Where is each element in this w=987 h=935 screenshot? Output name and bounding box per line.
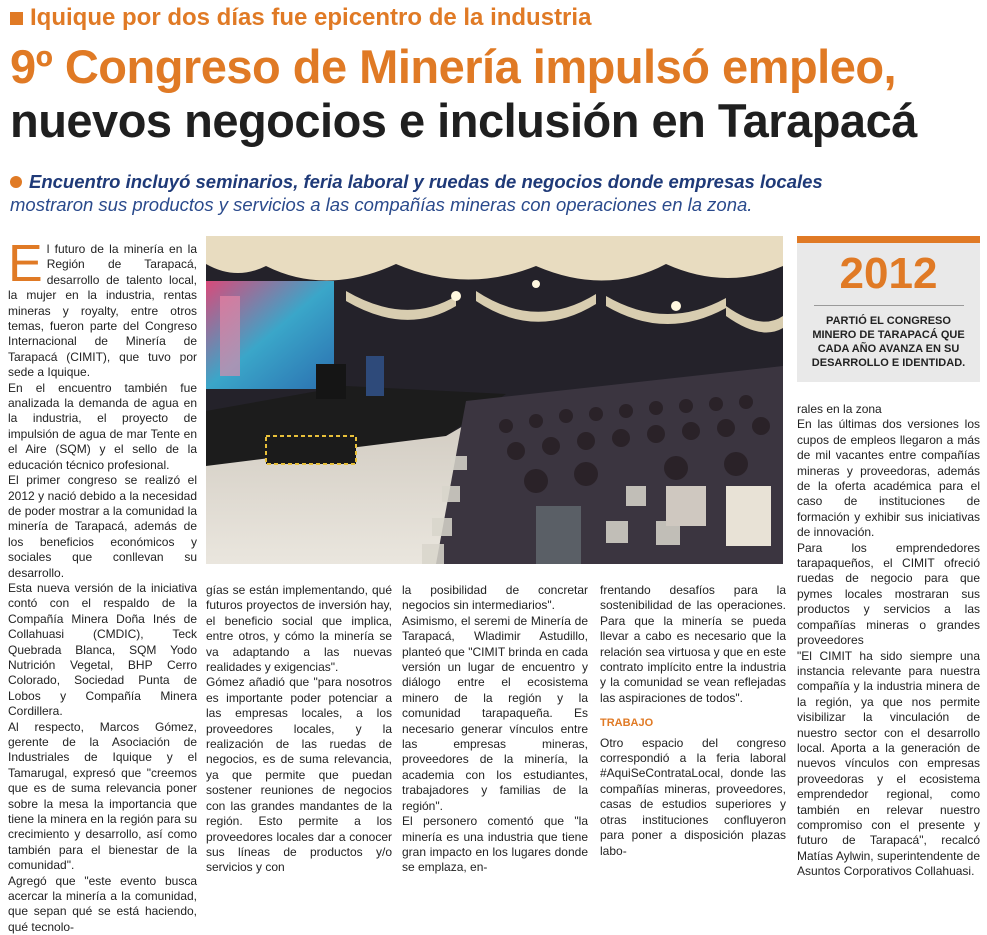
paragraph: En las últimas dos versiones los cupos de empleos llegaron a más de mil vacantes entre compañías mineras y proveedoras, además de la oferta académica para el caso de instituciones de formación y exhibir sus iniciativas de innovación. <box>797 417 980 540</box>
congress-auditorium-photo <box>206 236 783 564</box>
factbox-year: 2012 <box>839 249 938 298</box>
paragraph: gías se están implementando, qué futuros proyectos de inversión hay, el beneficio social que implica, entre otros, y cómo la minería se va adaptando a las nuevas realidades y exigencias". <box>206 583 392 675</box>
body-column-5 <box>797 402 980 880</box>
deck <box>10 170 980 216</box>
paragraph: Gómez añadió que "para nosotros es importante poder potenciar a las empresas locales, a los proveedores locales, y la realización de las ruedas de negocios, es de suma relevancia, ya que permite que puedan sostener reuniones de negocios con las grandes mandantes de la región. Esto permite a los proveedores locales dar a conocer sus líneas de productos y/o servicios y con <box>206 675 392 875</box>
kicker-square-icon <box>10 12 23 25</box>
body-column-4 <box>600 583 786 859</box>
headline-line-2: nuevos negocios e inclusión en Tarapacá <box>10 94 917 147</box>
body-column-2 <box>206 583 392 876</box>
paragraph: El primer congreso se realizó el 2012 y nació debido a la necesidad de poder mostrar a la comunidad la minería de Tarapacá, además de los beneficios económicos y sociales que conllevan su desarrollo. <box>8 473 197 580</box>
paragraph: Al respecto, Marcos Gómez, gerente de la Asociación de Industriales de Iquique y el Tamarugal, expresó que "creemos que es de suma relevancia poner sobre la mesa la importancia que tiene la minera en la región para su crecimiento y desarrollo, así como también para el bienestar de la comunidad". <box>8 719 197 873</box>
body-column-3 <box>402 583 588 876</box>
body-column-1 <box>8 235 197 935</box>
kicker-text: Iquique por dos días fue epicentro de la industria <box>30 4 592 31</box>
paragraph <box>8 235 197 381</box>
paragraph: frentando desafíos para la sostenibilidad de las operaciones. Para que la minería se pueda llevar a cabo es necesario que la relación sea virtuosa y que en este contrato implícito entre la industria y la comunidad se vean reflejadas las aspiraciones de todos". <box>600 583 786 705</box>
headline <box>10 40 980 148</box>
bullet-dot-icon <box>10 176 22 188</box>
paragraph-text: l futuro de la minería en la Región de Tarapacá, desarrollo de talento local, la mujer en la industria, rentas mineras y royalty, entre otros temas, fueron parte del Congreso Internacional de Minería de Tarapacá (CIMIT), que tuvo por sede a Iquique. <box>8 242 197 380</box>
paragraph: Para los emprendedores tarapaqueños, el CIMIT ofreció ruedas de negocio para que pymes locales mostraran sus productos y servicios a las compañías mineras o grandes proveedores <box>797 540 980 648</box>
paragraph: El personero comentó que "la minería es una industria que tiene gran impacto en los lugares donde se emplaza, en- <box>402 814 588 875</box>
paragraph: la posibilidad de concretar negocios sin intermediarios". <box>402 583 588 613</box>
paragraph: Otro espacio del congreso correspondió a la feria laboral #AquiSeContrataLocal, donde las compañías mineras, proveedores, casas de estudios superiores y otras instituciones confluyeron para poner a disposición plazas labo- <box>600 735 786 858</box>
paragraph: Esta nueva versión de la iniciativa contó con el respaldo de la Compañía Minera Doña Inés de Collahuasi (CMDIC), Teck Quebrada Blanca, SQM Yodo Nutrición Vegetal, BHP Cerro Colorado, Sociedad Punta de Lobos y Compañía Minera Cordillera. <box>8 580 197 719</box>
factbox <box>797 236 980 382</box>
deck-line-1-text: Encuentro incluyó seminarios, feria laboral y ruedas de negocios donde empresas locales <box>29 171 823 192</box>
paragraph: "El CIMIT ha sido siempre una instancia relevante para nuestra compañía y la industria minera de la región, ya que nos permite visibilizar la vinculación de nuestro sector con el desarrollo local. Aporta a la generación de nuevos vínculos con empresas proveedoras y el ecosistema emprendedor regional, como también en relevar nuestro compromiso con el presente y futuro de Tarapacá", recalcó Matías Aylwin, superintendente de Asuntos Corporativos Collahuasi. <box>797 648 980 879</box>
paragraph: En el encuentro también fue analizada la demanda de agua en la industria, el proyecto de impulsión de agua de mar Tente en el Aire (SQM) y el sello de la educación técnico profesional. <box>8 380 197 472</box>
kicker <box>10 4 970 32</box>
paragraph: Agregó que "este evento busca acercar la minería a la comunidad, que sepan qué se está haciendo, qué tecnolo- <box>8 873 197 934</box>
deck-line-1 <box>10 170 980 193</box>
photo-illustration <box>206 236 783 564</box>
headline-line-1: 9º Congreso de Minería impulsó empleo, <box>10 40 897 93</box>
deck-line-2: mostraron sus productos y servicios a las compañías mineras con operaciones en la zona. <box>10 194 753 215</box>
section-subhead: TRABAJO <box>600 717 654 730</box>
factbox-divider <box>814 305 964 306</box>
paragraph: rales en la zona <box>797 402 882 416</box>
paragraph: Asimismo, el seremi de Minería de Tarapacá, Wladimir Astudillo, planteó que "CIMIT brinda en cada versión un lugar de encuentro y diálogo entre el ecosistema minero de la región y la comunidad tarapaqueña. Es necesario generar vínculos entre las empresas mineras, proveedores de la minería, la academia con los estudiantes, trabajadores y familias de la región". <box>402 613 588 813</box>
dropcap: E <box>8 235 43 293</box>
factbox-text: PARTIÓ EL CONGRESO MINERO DE TARAPACÁ QUE CADA AÑO AVANZA EN SU DESARROLLO E IDENTIDAD. <box>811 315 966 369</box>
